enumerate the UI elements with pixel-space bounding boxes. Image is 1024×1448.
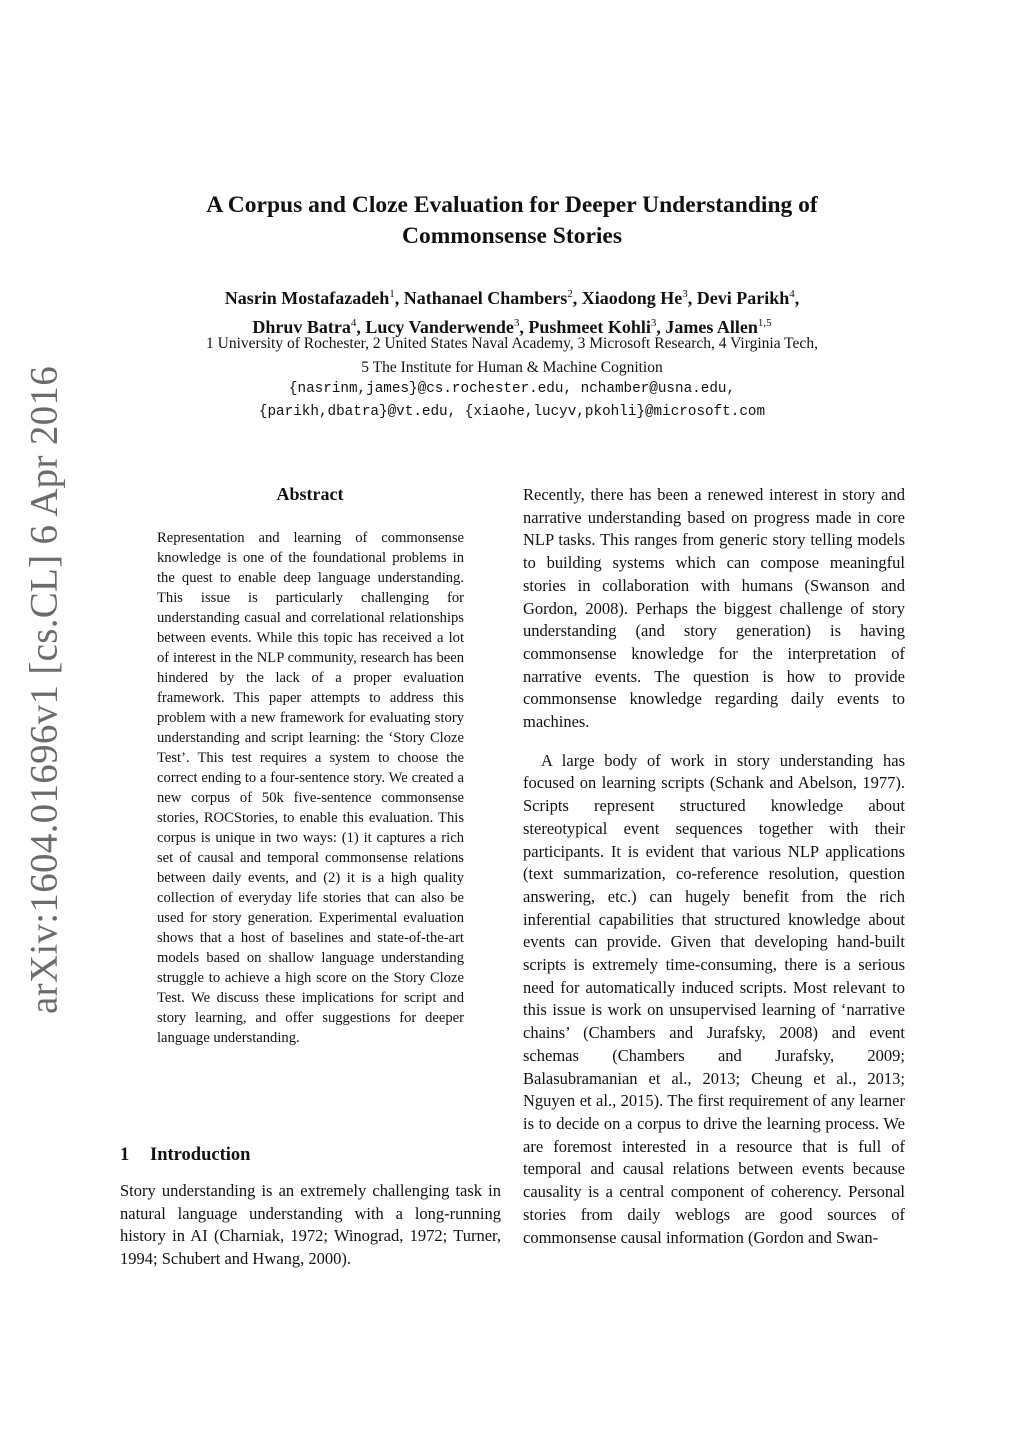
affiliations <box>130 332 894 380</box>
introduction-paragraph-1: Story understanding is an extremely challenging task in natural language understanding with a long-running history in AI (Charniak, 1972; Winograd, 1972; Turner, 1994; Schubert and Hwang, 2000). <box>120 1181 501 1269</box>
author-affiliation-mark: 1,5 <box>757 317 772 329</box>
affiliations-line-2: 5 The Institute for Human & Machine Cognition <box>361 359 663 376</box>
author-affiliation-mark: 4 <box>350 317 357 329</box>
section-title: Introduction <box>150 1145 251 1165</box>
body-paragraph: Recently, there has been a renewed interest in story and narrative understanding based on progress made in core NLP tasks. This ranges from generic story telling models to building systems which can compose meaningful stories in collaboration with humans (Swanson and Gordon, 2008). Perhaps the biggest challenge of story understanding (and story generation) is having commonsense knowledge for the interpretation of narrative events. The question is how to provide commonsense knowledge regarding daily events to machines. <box>523 485 905 732</box>
author-affiliation-mark: 3 <box>513 317 520 329</box>
emails-line-2: {parikh,dbatra}@vt.edu, {xiaohe,lucyv,pkohli}@microsoft.com <box>258 404 766 420</box>
author-name: Dhruv Batra <box>252 317 351 337</box>
author-line-1: Nasrin Mostafazadeh$^1$, Nathanael Chambers$^2$, Xiaodong He$^3$, Devi Parikh$^4$, <box>224 288 800 308</box>
author-name: Xiaodong He <box>581 288 683 308</box>
affiliations-line-1: 1 University of Rochester, 2 United States Naval Academy, 3 Microsoft Research, 4 Virginia Tech, <box>206 335 818 352</box>
author-affiliation-mark: 2 <box>567 288 573 300</box>
author-name: James Allen <box>665 317 758 337</box>
author-name: Devi Parikh <box>696 288 790 308</box>
section-heading-introduction <box>120 1145 250 1166</box>
body-paragraph: A large body of work in story understanding has focused on learning scripts (Schank and Abelson, 1977). Scripts represent structured knowledge about stereotypical event sequences together with their participants. It is evident that various NLP applications (text summarization, co-reference resolution, question answering, etc.) can hugely benefit from the rich inferential capabilities that structured knowledge about events can provide. Given that developing hand-built scripts is extremely time-consuming, there is a serious need for automatically induced scripts. Most relevant to this issue is work on unsupervised learning of ‘narrative chains’ (Chambers and Jurafsky, 2008) and event schemas (Chambers and Jurafsky, 2009; Balasubramanian et al., 2013; Cheung et al., 2013; Nguyen et al., 2015). The first requirement of any learner is to decide on a corpus to drive the learning process. We are foremost interested in a resource that is full of temporal and causal relations between events because causality is a central component of coherency. Personal stories from daily weblogs are good sources of commonsense causal information (Gordon and Swan- <box>523 750 905 1247</box>
author-line-2: Dhruv Batra$^4$, Lucy Vanderwende$^3$, Pushmeet Kohli$^3$, James Allen$^{1,5}$ <box>252 317 772 337</box>
author-affiliation-mark: 3 <box>682 288 688 300</box>
title-line-1: A Corpus and Cloze Evaluation for Deeper Understanding of <box>206 192 818 218</box>
paper-title <box>150 190 874 252</box>
author-affiliation-mark: 1 <box>389 288 395 300</box>
abstract-heading: Abstract <box>276 484 344 504</box>
author-name: Pushmeet Kohli <box>528 317 651 337</box>
author-name: Lucy Vanderwende <box>365 317 514 337</box>
author-emails <box>130 378 894 424</box>
arxiv-identifier-stamp[interactable]: arXiv:1604.01696v1 [cs.CL] 6 Apr 2016 <box>22 365 66 1015</box>
section-number: 1 <box>120 1145 130 1165</box>
title-line-2: Commonsense Stories <box>402 223 622 249</box>
emails-line-1: {nasrinm,james}@cs.rochester.edu, nchamber@usna.edu, <box>288 381 736 397</box>
author-name: Nathanael Chambers <box>403 288 568 308</box>
author-affiliation-mark: 4 <box>789 288 795 300</box>
author-name: Nasrin Mostafazadeh <box>224 288 390 308</box>
right-column <box>523 484 905 1249</box>
author-affiliation-mark: 3 <box>650 317 657 329</box>
abstract-text: Representation and learning of commonsense knowledge is one of the foundational problems in the quest to enable deep language understanding. This issue is particularly challenging for understanding casual and correlational relationships between events. While this topic has received a lot of interest in the NLP community, research has been hindered by the lack of a proper evaluation framework. This paper attempts to address this problem with a new framework for evaluating story understanding and script learning: the ‘Story Cloze Test’. This test requires a system to choose the correct ending to a four-sentence story. We created a new corpus of 50k five-sentence commonsense stories, ROCStories, to enable this evaluation. This corpus is unique in two ways: (1) it captures a rich set of causal and temporal commonsense relations between daily events, and (2) it is a high quality collection of everyday life stories that can also be used for story generation. Experimental evaluation shows that a host of baselines and state-of-the-art models based on shallow language understanding struggle to achieve a high score on the Story Cloze Test. We discuss these implications for script and story learning, and offer suggestions for deeper language understanding. <box>157 530 464 1046</box>
